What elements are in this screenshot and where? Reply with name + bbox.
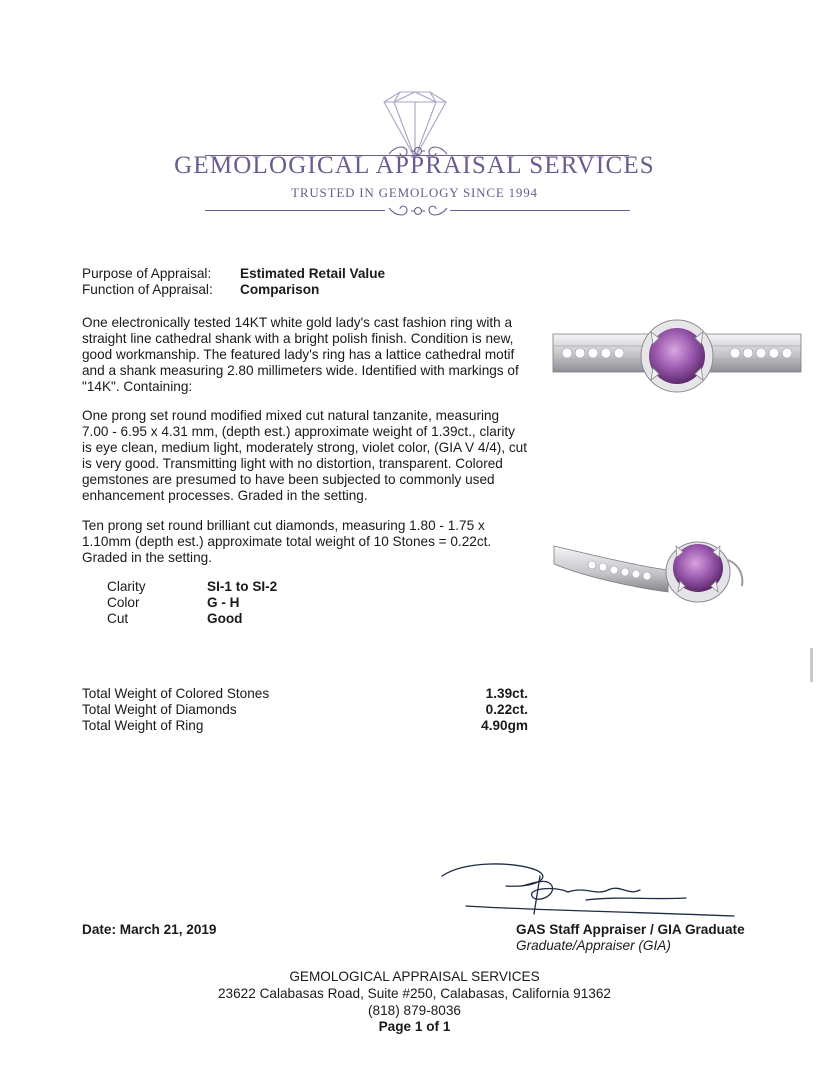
function-value: Comparison xyxy=(240,282,320,297)
total-colored-stones-label: Total Weight of Colored Stones xyxy=(82,686,270,701)
ring-photo-top-view xyxy=(547,312,807,404)
cut-label: Cut xyxy=(107,611,129,626)
company-name: GEMOLOGICAL APPRAISAL SERVICES xyxy=(174,152,655,179)
function-label: Function of Appraisal: xyxy=(82,282,213,297)
header-rule-bottom-left xyxy=(205,210,385,211)
appraisal-date: Date: March 21, 2019 xyxy=(82,922,217,937)
clarity-value: SI-1 to SI-2 xyxy=(207,579,278,594)
company-tagline: TRUSTED IN GEMOLOGY SINCE 1994 xyxy=(291,185,538,200)
appraiser-subtitle: Graduate/Appraiser (GIA) xyxy=(516,938,671,953)
ring-description: One electronically tested 14KT white gold lady's cast fashion ring with a straight line cathedral shank with a bright polish finish. Condition is new, good workmanship. The featured lady's ring has a lattice cathedral motif and a shank measuring 2.80 millimeters wide. Identified with markings of "14K". Containing: xyxy=(82,315,519,394)
color-value: G - H xyxy=(207,595,240,610)
page-number: Page 1 of 1 xyxy=(378,1019,451,1034)
total-ring-weight-value: 4.90gm xyxy=(481,718,528,733)
total-colored-stones-value: 1.39ct. xyxy=(485,686,528,701)
cut-value: Good xyxy=(207,611,243,626)
clarity-label: Clarity xyxy=(107,579,146,594)
purpose-label: Purpose of Appraisal: xyxy=(82,266,212,281)
header-rule-bottom-right xyxy=(450,210,630,211)
total-diamonds-value: 0.22ct. xyxy=(485,702,528,717)
handwritten-signature xyxy=(436,856,736,918)
tanzanite-description: One prong set round modified mixed cut natural tanzanite, measuring 7.00 - 6.95 x 4.31 mm, (depth est.) approximate weight of 1.39ct., clarity is eye clean, medium light, moderately strong, violet color, (GIA V 4/4), cut is very good. Transmitting light with no distortion, transparent. Colored gemstones are presumed to have been subjected to commonly used enhancement processes. Graded in the setting. xyxy=(82,408,528,503)
appraiser-title: GAS Staff Appraiser / GIA Graduate xyxy=(516,922,745,937)
footer-address: 23622 Calabasas Road, Suite #250, Calabasas, California 91362 xyxy=(218,986,611,1001)
total-ring-weight-label: Total Weight of Ring xyxy=(82,718,204,733)
footer-phone: (818) 879-8036 xyxy=(368,1003,461,1018)
ring-photo-side-view xyxy=(548,520,748,614)
scan-artifact xyxy=(810,648,813,682)
footer-company-name: GEMOLOGICAL APPRAISAL SERVICES xyxy=(289,969,540,984)
flourish-ornament-icon xyxy=(385,200,451,222)
color-label: Color xyxy=(107,595,140,610)
purpose-value: Estimated Retail Value xyxy=(240,266,386,281)
diamonds-description: Ten prong set round brilliant cut diamonds, measuring 1.80 - 1.75 x 1.10mm (depth est.) approximate total weight of 10 Stones = 0.22ct. Graded in the setting. xyxy=(82,518,492,565)
total-diamonds-label: Total Weight of Diamonds xyxy=(82,702,237,717)
